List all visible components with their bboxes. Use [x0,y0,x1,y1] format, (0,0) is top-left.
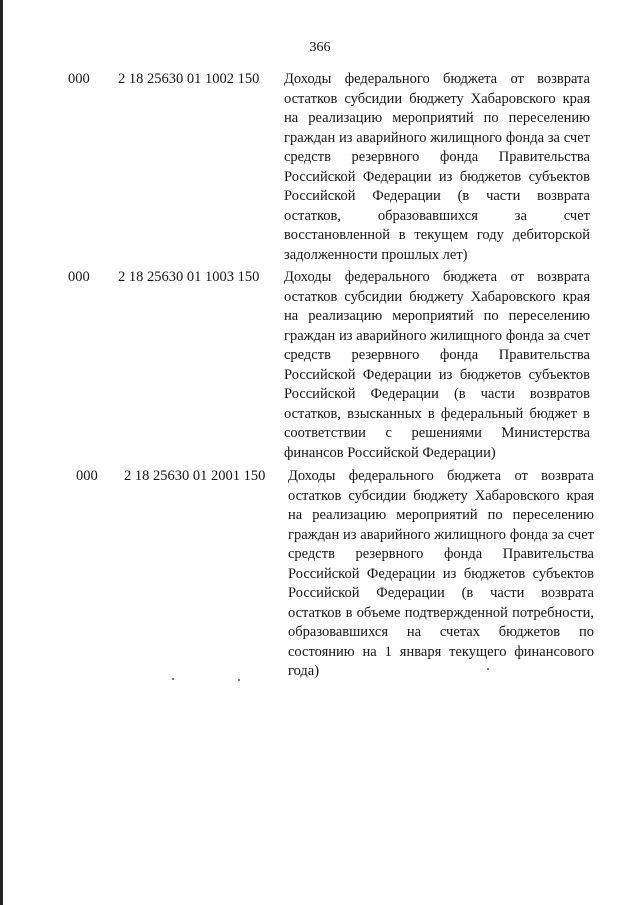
scan-speck [238,679,240,681]
classification-code: 2 18 25630 01 1003 150 [118,269,260,285]
scan-edge [0,0,3,905]
admin-code: 000 [68,71,90,87]
scan-speck [487,668,489,670]
scan-speck [172,678,174,680]
entry-description: Доходы федерального бюджета от возврата остатков субсидии бюджету Хабаровского края на реализацию мероприятий по переселению граждан из аварийного жилищного фонда за счет средств резервного фонда Правительства Российской Федерации из бюджетов субъектов Российской Федерации (в части возврата остатков в объеме подтвержденной потребности, образовавшихся на счетах бюджетов по состоянию на 1 января текущего финансового года) [288,468,594,679]
admin-code: 000 [76,468,98,484]
classification-code: 2 18 25630 01 2001 150 [124,468,266,484]
entry-description: Доходы федерального бюджета от возврата остатков субсидии бюджету Хабаровского края на реализацию мероприятий по переселению граждан из аварийного жилищного фонда за счет средств резервного фонда Правительства Российской Федерации из бюджетов субъектов Российской Федерации (в части возвратов остатков, взысканных в федеральный бюджет в соответствии с решениями Министерства финансов Российской Федерации) [284,269,590,461]
classification-code: 2 18 25630 01 1002 150 [118,71,260,87]
page-number: 366 [309,40,331,55]
entry-description: Доходы федерального бюджета от возврата остатков субсидии бюджету Хабаровского края на реализацию мероприятий по переселению граждан из аварийного жилищного фонда за счет средств резервного фонда Правительства Российской Федерации из бюджетов субъектов Российской Федерации (в части возврата остатков, образовавшихся за счет восстановленной в текущем году дебиторской задолженности прошлых лет) [284,71,590,263]
admin-code: 000 [68,269,90,285]
